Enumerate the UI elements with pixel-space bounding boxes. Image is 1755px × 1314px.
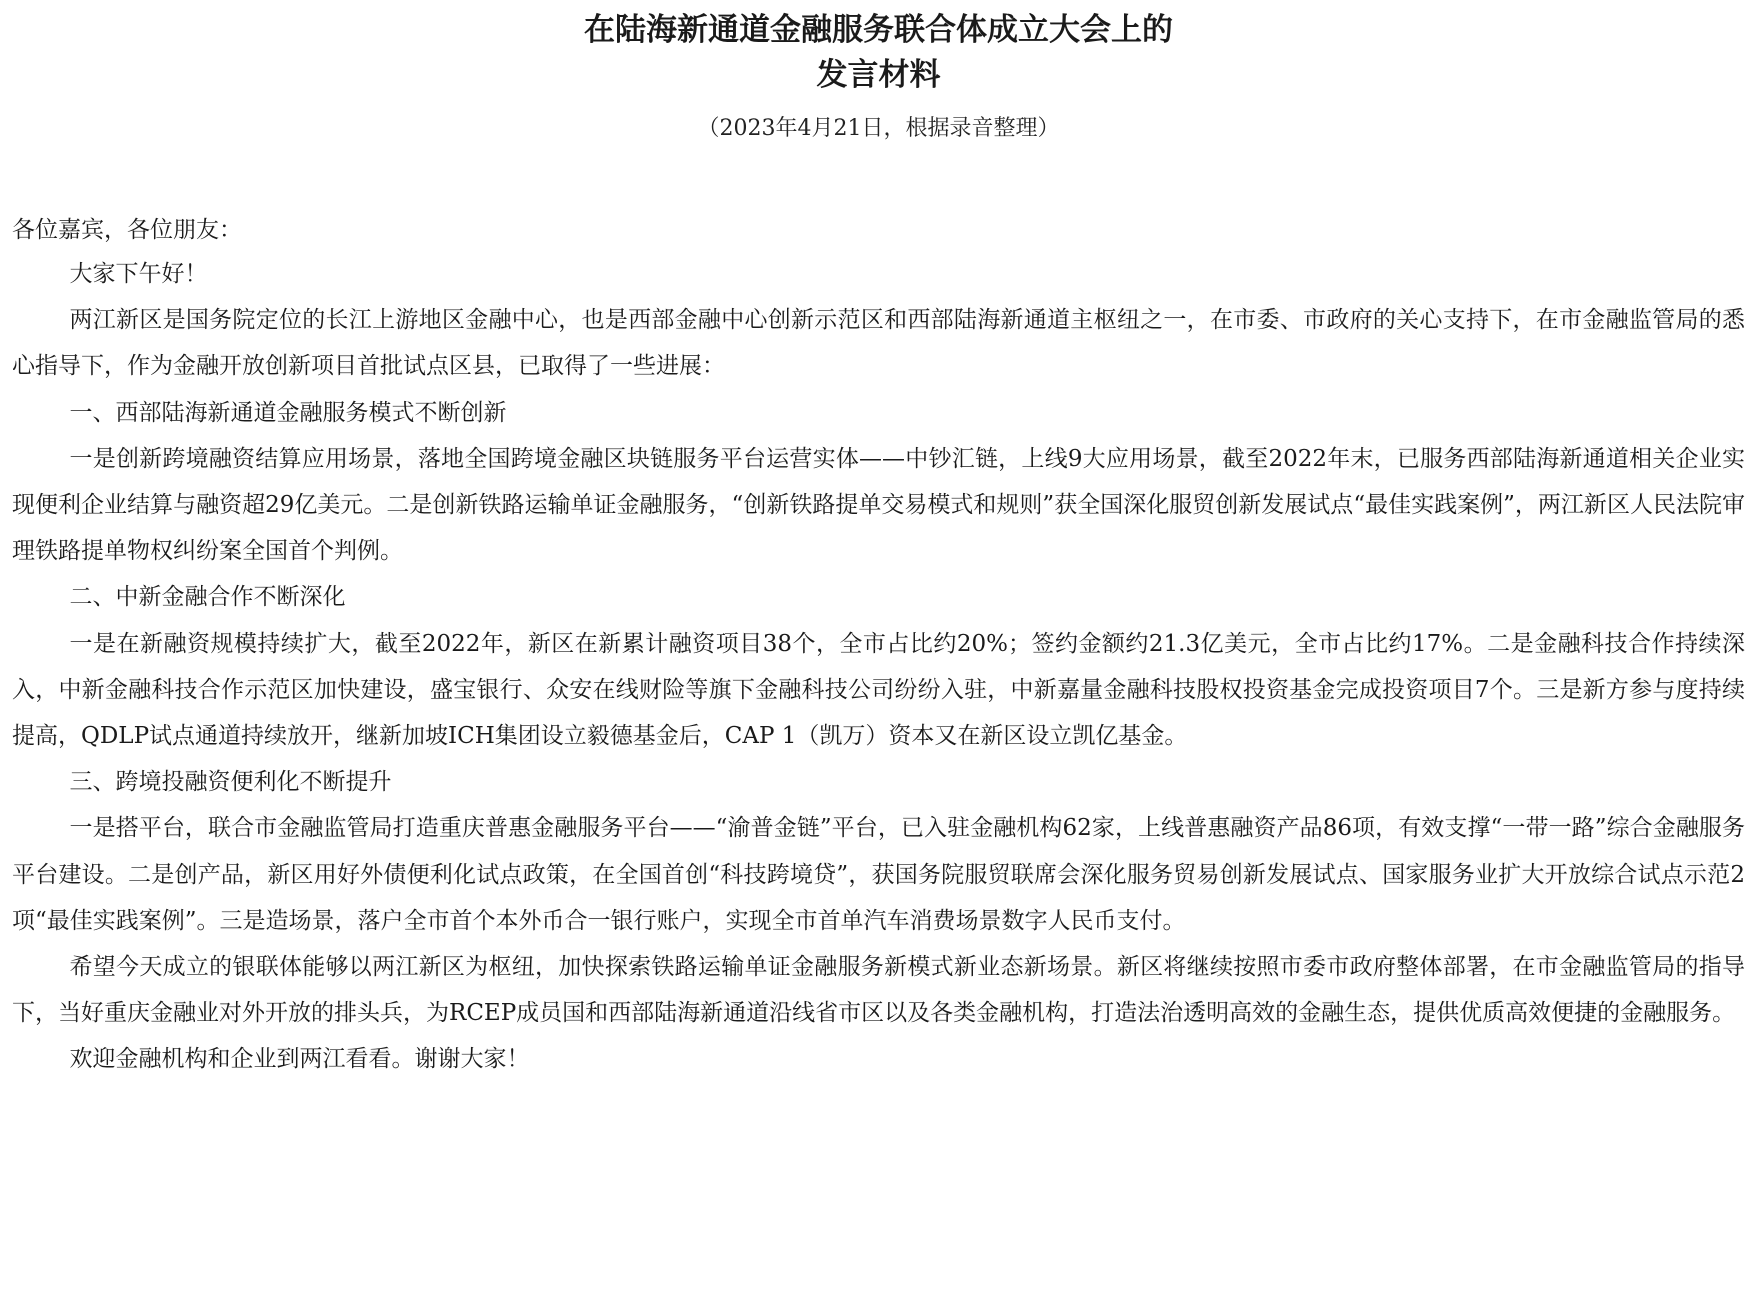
section-2-heading: 二、中新金融合作不断深化 (69, 584, 346, 611)
section-1-heading: 一、西部陆海新通道金融服务模式不断创新 (69, 399, 507, 426)
document-subtitle: （2023年4月21日，根据录音整理） (697, 116, 1060, 141)
section-3-heading: 三、跨境投融资便利化不断提升 (69, 769, 392, 796)
salutation: 各位嘉宾，各位朋友： (12, 217, 242, 243)
opening-paragraph: 大家下午好！ (69, 261, 208, 287)
section-1-body: 一是创新跨境融资结算应用场景，落地全国跨境金融区块链服务平台运营实体——中钞汇链，上线9大应用场景，截至2022年末，已服务西部陆海新通道相关企业实现便利企业结算与融资超29亿美元。二是创新铁路运输单证金融服务，“创新铁路提单交易模式和规则”获全国深化服贸创新发展试点“最佳实践案例”，两江新区人民法院审理铁路提单物权纠纷案全国首个判例。 (12, 445, 1745, 565)
thanks-paragraph: 欢迎金融机构和企业到两江看看。谢谢大家！ (69, 1046, 530, 1073)
document-title (12, 8, 1745, 98)
closing-paragraph: 希望今天成立的银联体能够以两江新区为枢纽，加快探索铁路运输单证金融服务新模式新业态新场景。新区将继续按照市委市政府整体部署，在市金融监管局的指导下，当好重庆金融业对外开放的排头兵，为RCEP成员国和西部陆海新通道沿线省市区以及各类金融机构，打造法治透明高效的金融生态，提供优质高效便捷的金融服务。 (12, 954, 1745, 1027)
intro-paragraph: 两江新区是国务院定位的长江上游地区金融中心，也是西部金融中心创新示范区和西部陆海新通道主枢纽之一，在市委、市政府的关心支持下，在市金融监管局的悉心指导下，作为金融开放创新项目首批试点区县，已取得了一些进展： (12, 307, 1745, 380)
title-line-1: 在陆海新通道金融服务联合体成立大会上的 (584, 12, 1173, 48)
section-2-body: 一是在新融资规模持续扩大，截至2022年，新区在新累计融资项目38个，全市占比约20%；签约金额约21.3亿美元，全市占比约17%。二是金融科技合作持续深入，中新金融科技合作示范区加快建设，盛宝银行、众安在线财险等旗下金融科技公司纷纷入驻，中新嘉量金融科技股权投资基金完成投资项目7个。三是新方参与度持续提高，QDLP试点通道持续放开，继新加坡ICH集团设立毅德基金后，CAP 1（凯万）资本又在新区设立凯亿基金。 (12, 630, 1745, 750)
section-3-body: 一是搭平台，联合市金融监管局打造重庆普惠金融服务平台——“渝普金链”平台，已入驻金融机构62家，上线普惠融资产品86项，有效支撑“一带一路”综合金融服务平台建设。二是创产品，新区用好外债便利化试点政策，在全国首创“科技跨境贷”，获国务院服贸联席会深化服务贸易创新发展试点、国家服务业扩大开放综合试点示范2项“最佳实践案例”。三是造场景，落户全市首个本外币合一银行账户，实现全市首单汽车消费场景数字人民币支付。 (12, 815, 1745, 934)
title-line-2: 发言材料 (816, 57, 941, 93)
document-page (12, 0, 1745, 1083)
